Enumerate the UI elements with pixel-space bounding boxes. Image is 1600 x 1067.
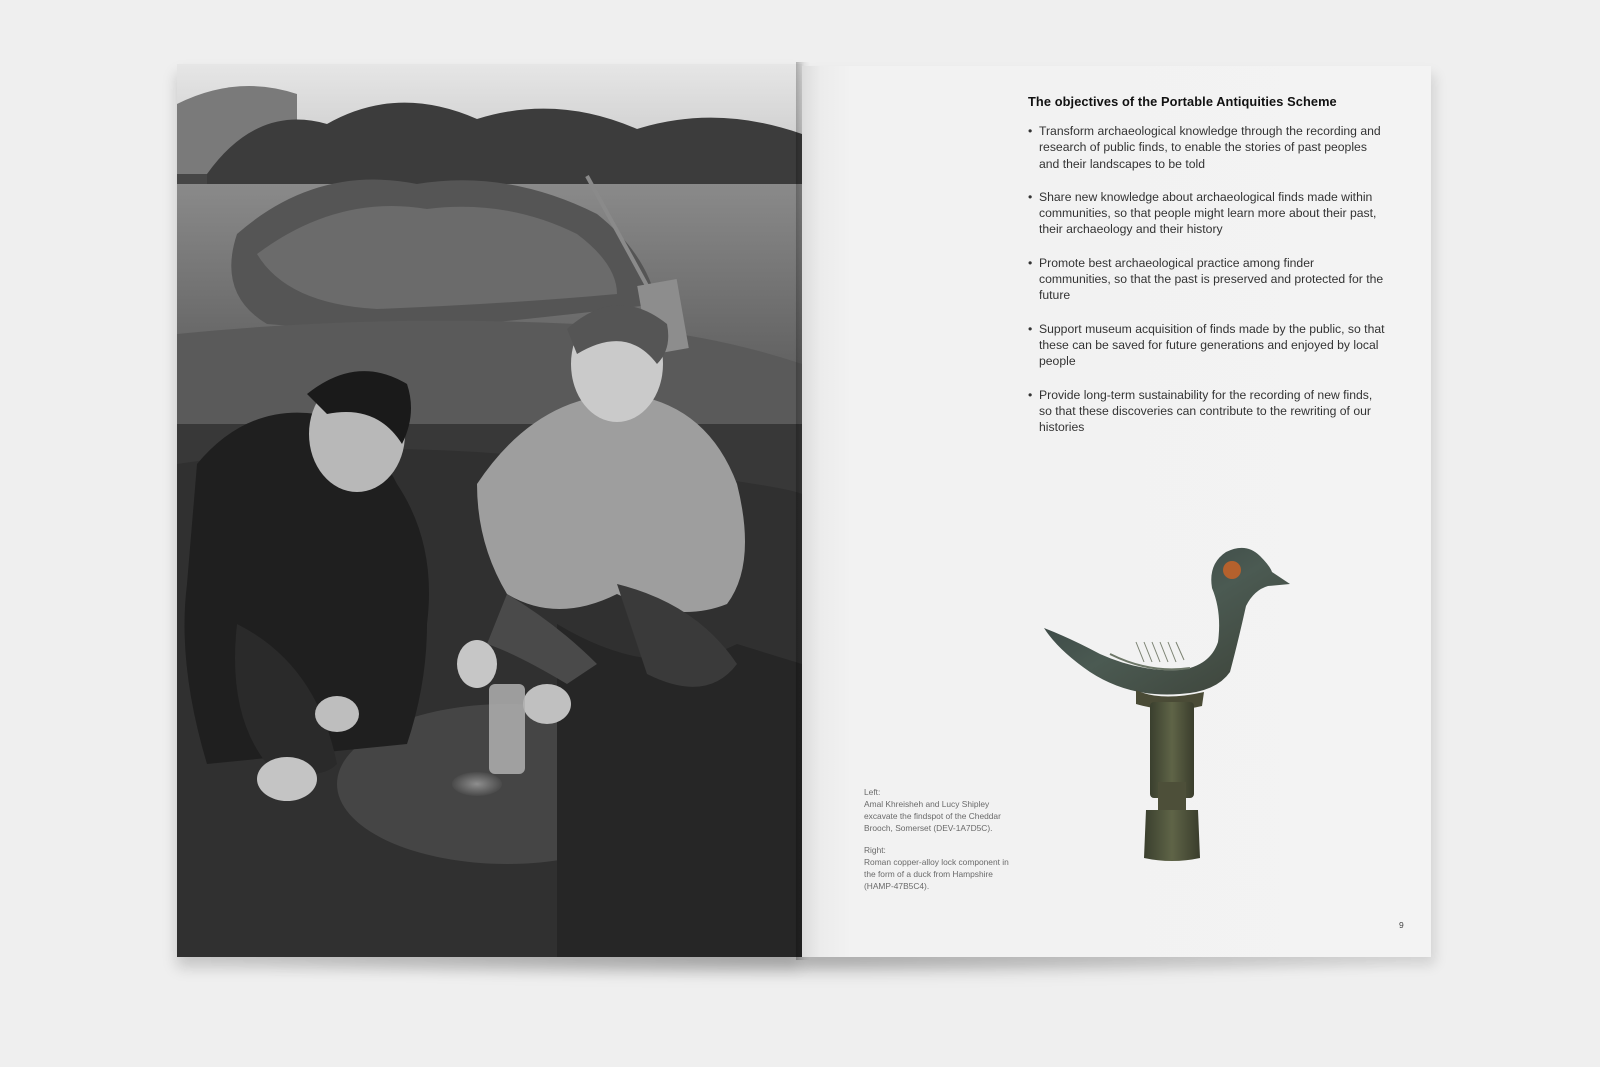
objective-text: Support museum acquisition of finds made by the public, so that these can be saved for future generations and enjoyed by local people <box>1039 321 1385 369</box>
objective-item <box>1028 321 1388 370</box>
photo-page-left <box>177 64 802 957</box>
objective-text: Provide long-term sustainability for the recording of new finds, so that these discoveries can contribute to the rewriting of our histories <box>1039 387 1373 435</box>
bullet-icon: • <box>1028 387 1033 402</box>
objective-text: Transform archaeological knowledge through the recording and research of public finds, to enable the stories of past peoples and their landscapes to be told <box>1039 124 1381 171</box>
photo-captions <box>864 786 1014 902</box>
objective-item <box>1028 123 1388 172</box>
bullet-icon: • <box>1028 124 1033 138</box>
objective-item <box>1028 387 1388 436</box>
page-number: 9 <box>1399 920 1404 930</box>
caption-left-heading: Left: <box>864 787 881 797</box>
bullet-icon: • <box>1028 321 1033 336</box>
duck-artifact-image <box>1040 542 1300 872</box>
objective-text: Share new knowledge about archaeological finds made within communities, so that people might learn more about their past, their archaeology and their history <box>1039 189 1377 237</box>
objective-item <box>1028 255 1388 304</box>
objective-text: Promote best archaeological practice among finder communities, so that the past is preserved and protected for the future <box>1039 255 1384 303</box>
objectives-title: The objectives of the Portable Antiquities Scheme <box>1028 94 1337 109</box>
objectives-section <box>1028 94 1388 452</box>
caption-left-text: Amal Khreisheh and Lucy Shipley excavate the findspot of the Cheddar Brooch, Somerset (DEV-1A7D5C). <box>864 799 1001 833</box>
excavation-photo <box>177 64 802 957</box>
duck-eye-icon <box>1223 561 1241 579</box>
caption-right-heading: Right: <box>864 845 886 855</box>
caption-right <box>864 844 1014 892</box>
objectives-list <box>1028 123 1388 435</box>
caption-left <box>864 786 1014 834</box>
bullet-icon: • <box>1028 255 1033 270</box>
caption-right-text: Roman copper-alloy lock component in the form of a duck from Hampshire (HAMP-47B5C4). <box>864 857 1009 891</box>
text-page-right <box>802 66 1431 957</box>
bullet-icon: • <box>1028 189 1033 204</box>
objective-item <box>1028 189 1388 238</box>
